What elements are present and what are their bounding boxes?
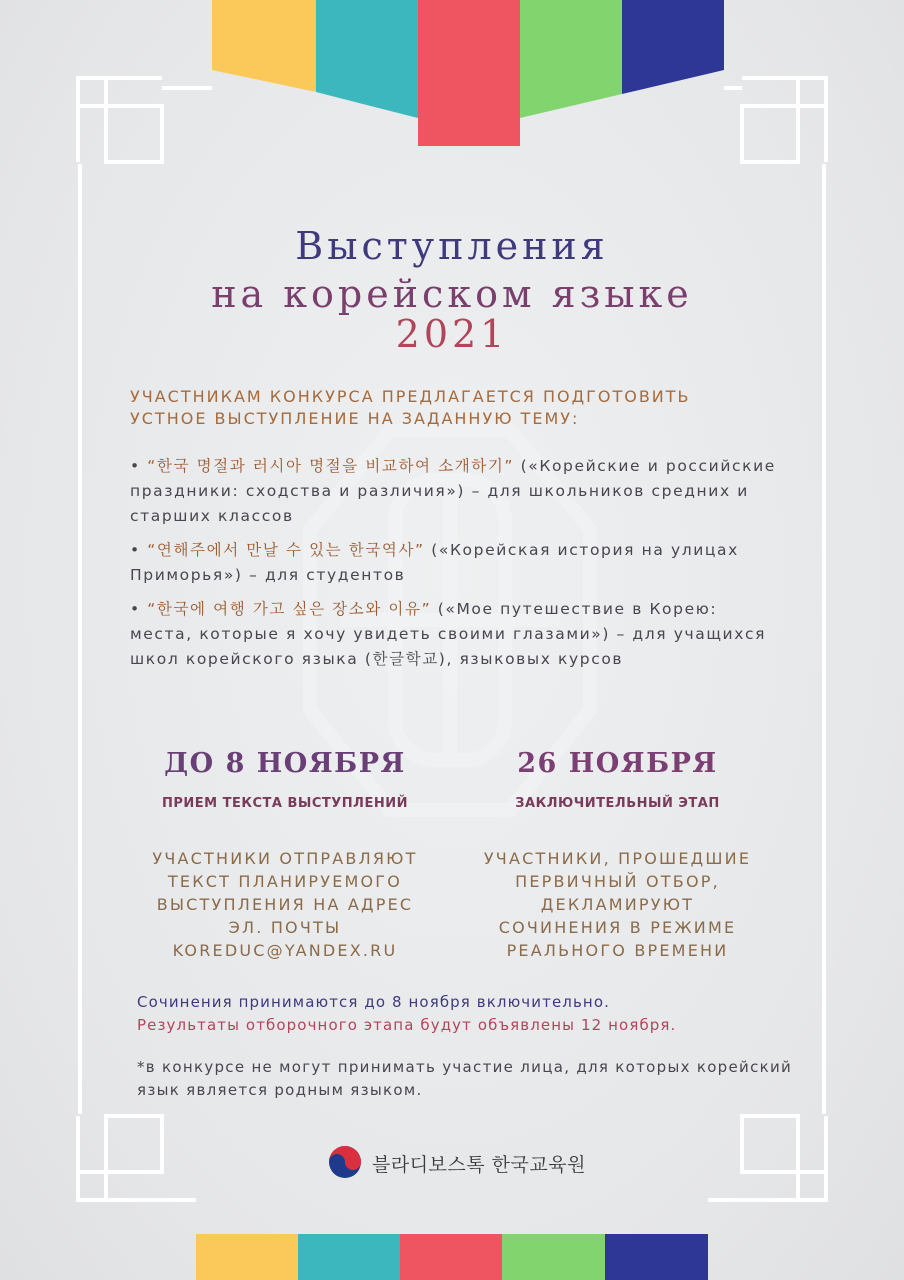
bullet: • <box>130 541 148 559</box>
stripe-yellow <box>196 1234 298 1280</box>
deadline-date: ДО 8 НОЯБРЯ <box>164 748 406 779</box>
email-address[interactable]: KOREDUC@YANDEX.RU <box>172 941 398 960</box>
ribbon-yellow <box>212 0 316 92</box>
final-line: СОЧИНЕНИЯ В РЕЖИМЕ <box>498 918 737 937</box>
intro-text <box>130 386 790 430</box>
stripe-red <box>400 1234 502 1280</box>
topic-description: («Корейская история на улицах Приморья») – для студентов <box>130 541 739 584</box>
deadline-line: ТЕКСТ ПЛАНИРУЕМОГО <box>167 872 403 891</box>
topic-item <box>130 454 780 529</box>
stripe-green <box>502 1234 605 1280</box>
deadline-line: ВЫСТУПЛЕНИЯ НА АДРЕС <box>156 895 414 914</box>
frame-bottom-left <box>162 1198 196 1202</box>
deadline-line: УЧАСТНИКИ ОТПРАВЛЯЮТ <box>152 849 418 868</box>
topic-item <box>130 597 780 672</box>
deadline-description <box>130 847 440 962</box>
deadline-subtitle: ПРИЕМ ТЕКСТА ВЫСТУПЛЕНИЙ <box>161 796 408 811</box>
ribbon-teal <box>316 0 418 118</box>
topic-korean-title: “한국 명절과 러시아 명절을 비교하여 소개하기” <box>147 457 515 475</box>
frame-bottom-right <box>708 1198 742 1202</box>
topic-item <box>130 538 780 588</box>
results-note: Результаты отборочного этапа будут объявлены 12 ноября. <box>137 1016 677 1034</box>
final-description <box>465 847 770 962</box>
title-line-2: на корейском языке <box>211 272 693 316</box>
ribbon-green <box>520 0 622 118</box>
title-line-1: Выступления <box>295 224 609 268</box>
final-subtitle: ЗАКЛЮЧИТЕЛЬНЫЙ ЭТАП <box>515 796 720 811</box>
ribbon-red <box>418 0 520 146</box>
topic-description: («Мое путешествие в Корею: места, которые я хочу увидеть своими глазами») – для учащихся школ корейского языка (한글학교), языковых курсов <box>130 600 767 668</box>
final-date: 26 НОЯБРЯ <box>517 748 718 779</box>
corner-ornament-bottom-right <box>738 1112 828 1202</box>
final-line: РЕАЛЬНОГО ВРЕМЕНИ <box>506 941 729 960</box>
corner-ornament-top-right <box>738 76 828 166</box>
final-line: ПЕРВИЧНЫЙ ОТБОР, <box>515 872 720 891</box>
bullet: • <box>130 600 148 618</box>
bullet: • <box>130 457 148 475</box>
final-line: ДЕКЛАМИРУЮТ <box>540 895 695 914</box>
stripe-navy <box>605 1234 708 1280</box>
topic-korean-title: “한국에 여행 가고 싶은 장소와 이유” <box>147 600 432 618</box>
topic-korean-title: “연해주에서 만날 수 있는 한국역사” <box>147 541 425 559</box>
submission-note: Сочинения принимаются до 8 ноября включительно. <box>137 993 610 1011</box>
title-year: 2021 <box>395 312 509 356</box>
stripe-teal <box>298 1234 400 1280</box>
deadline-line: ЭЛ. ПОЧТЫ <box>228 918 342 937</box>
intro-line-2: УСТНОЕ ВЫСТУПЛЕНИЕ НА ЗАДАННУЮ ТЕМУ: <box>130 409 580 428</box>
footnote: *в конкурсе не могут принимать участие лица, для которых корейский язык является родным языком. <box>137 1058 793 1099</box>
intro-line-1: УЧАСТНИКАМ КОНКУРСА ПРЕДЛАГАЕТСЯ ПОДГОТОВИТЬ <box>130 387 691 406</box>
ribbon-navy <box>622 0 724 94</box>
topic-description: («Корейские и российские праздники: сходства и различия») – для школьников средних и старших классов <box>130 457 776 525</box>
corner-ornament-bottom-left <box>76 1112 166 1202</box>
organization-name: 블라디보스톡 한국교육원 <box>372 1154 586 1176</box>
corner-ornament-top-left <box>76 76 166 166</box>
final-line: УЧАСТНИКИ, ПРОШЕДШИЕ <box>483 849 752 868</box>
frame-top-left <box>162 86 212 90</box>
topic-list <box>130 454 780 681</box>
taegeuk-logo-icon <box>328 1145 362 1179</box>
